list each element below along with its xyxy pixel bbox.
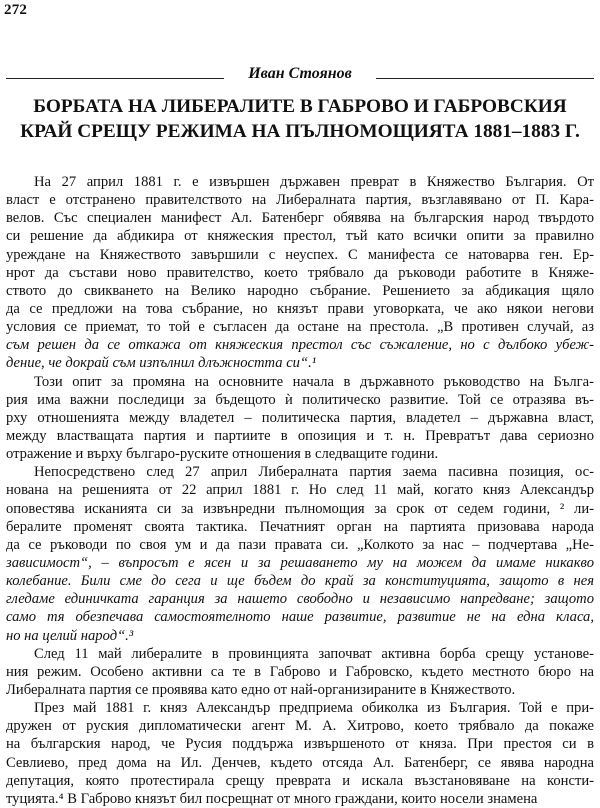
text-line: отражение и върху българо-руските отношения в следващите години. — [6, 446, 439, 463]
text-line: През май 1881 г. княз Александър предприема обиколка из България. Той е при- — [34, 700, 594, 717]
text-line: нрот да състави ново правителство, което трябвало да ръководи работите в Княже- — [6, 264, 594, 281]
article-title — [6, 94, 594, 144]
text-line: рия има важни последици за бъдещото ѝ политическо развитие. Той се отразява въ- — [6, 391, 594, 408]
text-line: зависимост“, – въпросът е ясен и за решаването му на можем да имаме никакво — [6, 554, 594, 571]
text-line: ството до свикването на Велико народно събрание. Решението за абдикация щяло — [6, 282, 594, 299]
text-line: гледаме единичката гаранция за нашето свободно и независимо напредване; защото — [6, 591, 594, 608]
text-line: власт е отстранено правителството на Либералната партия, възглавявано от П. Кара- — [6, 192, 594, 209]
paragraph — [6, 373, 594, 464]
text-line: условия се приемат, то той е съгласен да остане на престола. „В противен случай, аз — [6, 319, 594, 336]
text-line: велов. Със специален манифест Ал. Батенберг обявява на българския народ твърдото — [6, 210, 594, 227]
paragraph — [6, 173, 594, 373]
text-line: Севлиево, пред дома на Ил. Денчев, където отсяда Ал. Батенберг, се явява народна — [6, 754, 594, 771]
text-line: Либералната партия се проявява като едно от най-организираните в Княжеството. — [6, 681, 516, 698]
text-line: ния режим. Особено активни са те в Габрово и Габровско, където местното бюро на — [6, 663, 594, 680]
paragraph — [6, 463, 594, 644]
text-line: дружен от руския дипломатически агент М. А. Хитрово, което трябвало да покаже — [6, 718, 594, 735]
text-line: туцията.⁴ В Габрово князът бил посрещнат от много граждани, които носели знамена — [6, 790, 538, 807]
page-number: 272 — [4, 2, 28, 18]
text-line: Този опит за промяна на основните начала в държавното ръководство на Бълга- — [34, 373, 594, 390]
paragraph — [6, 699, 594, 808]
text-line: съм решен да се откажа от княжеския престол със съжаление, но с дълбоко убеж- — [6, 337, 594, 354]
text-line: но на целий народ“.³ — [6, 627, 134, 644]
text-line: само тя обезпечава самостоятелното наше развитие, развитие не на една класа, — [6, 609, 594, 626]
text-line: си решение да абдикира от княжеския престол, тъй като всички опити за правилно — [6, 228, 594, 245]
text-line: на българския народ, че Русия поддържа извършеното от княза. При престоя си в — [6, 736, 594, 753]
text-line: рху отношенията между владетел – политическа партия, владетел – държавна власт, — [6, 409, 594, 426]
text-line: дение, че докрай съм изпълнил длъжността си“.¹ — [6, 355, 317, 372]
author-name: Иван Стоянов — [248, 65, 352, 82]
text-line: След 11 май либералите в провинцията започват активна борба срещу установе- — [34, 645, 594, 662]
text-line: депутация, която протестирала срещу преврата и искала възстановяване на консти- — [6, 772, 594, 789]
article-body — [6, 173, 594, 808]
text-line: На 27 април 1881 г. е извършен държавен преврат в Княжество България. От — [34, 174, 594, 190]
title-line: КРАЙ СРЕЩУ РЕЖИМА НА ПЪЛНОМОЩИЯТА 1881–1883 Г. — [20, 121, 580, 142]
paragraph — [6, 645, 594, 699]
text-line: колебание. Били сме до сега и ще бъдем до край за конституцията, защото в нея — [6, 573, 594, 590]
text-line: нована на решенията от 22 април 1881 г. Но след 11 май, когато княз Александър — [6, 482, 594, 499]
title-line: БОРБАТА НА ЛИБЕРАЛИТЕ В ГАБРОВО И ГАБРОВСКИЯ — [33, 96, 567, 117]
text-line: Непосредствено след 27 април Либералната партия заема пасивна позиция, ос- — [34, 464, 594, 481]
header-rule-left — [6, 78, 224, 79]
text-line: оповестява исканията си за извънредни пълномощия за срок от седем години, ² ли- — [6, 500, 594, 517]
text-line: да се ръководи по своя ум и да пази правата си. „Колкото за нас – подчертава „Не- — [6, 536, 594, 553]
text-line: да се предложи на това събрание, но князът прави уговорката, че ако някои негови — [6, 300, 594, 317]
text-line: между властващата партия и партиите в опозиция и т. н. Превратът дава сериозно — [6, 427, 594, 444]
text-line: уреждане на Княжеството завършили с неуспех. С манифеста се натоварва ген. Ер- — [6, 246, 594, 263]
text-line: бералите променят своята тактика. Печатният орган на партията призовава народа — [6, 518, 594, 535]
header-rule-right — [376, 78, 594, 79]
